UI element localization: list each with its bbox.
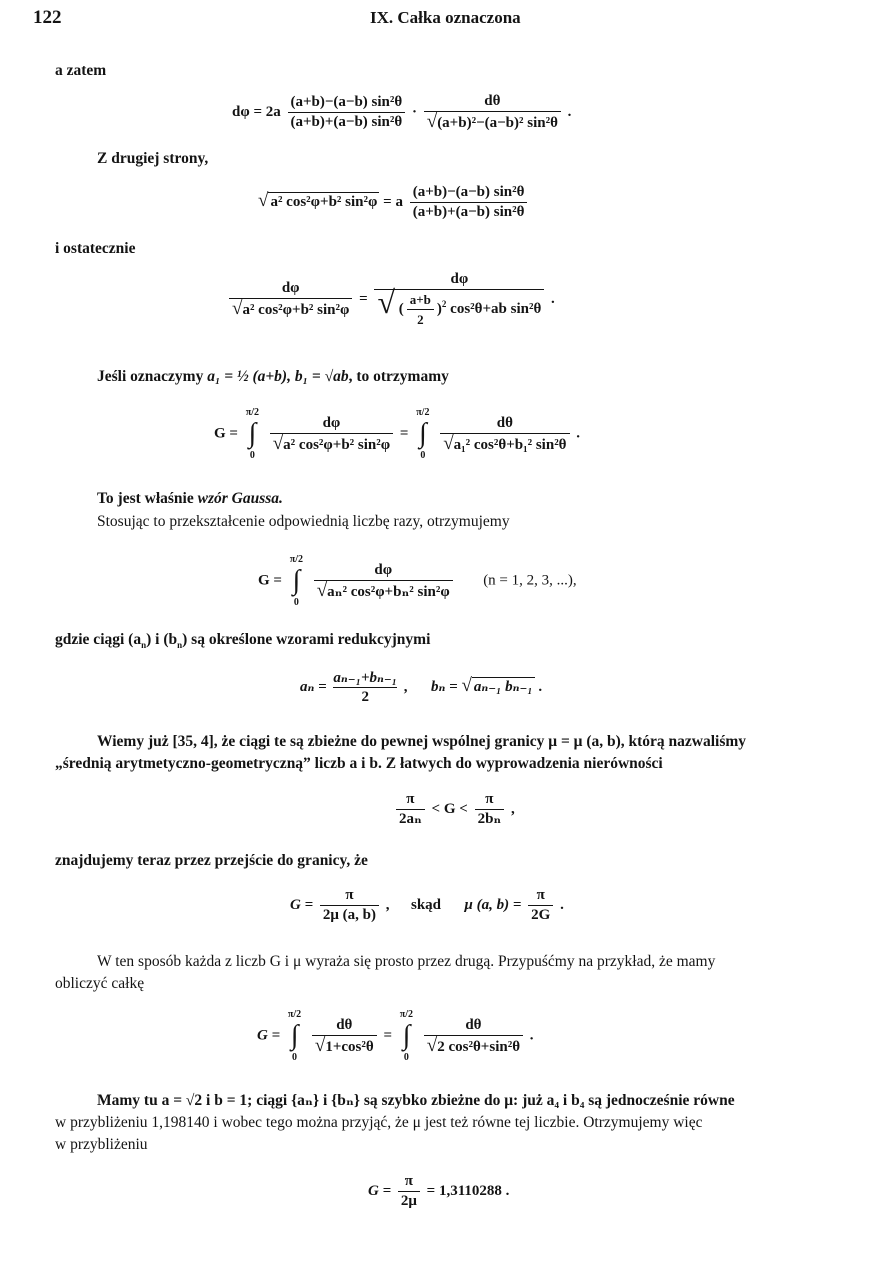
text-mamy-3: w przybliżeniu bbox=[55, 1136, 148, 1153]
text-wten-1: W ten sposób każda z liczb G i μ wyraża się prosto przez drugą. Przypuśćmy na przykład, że mamy bbox=[97, 953, 716, 970]
equation-9: G = $\frac{\pi}{2\mu (a, b)}$ , skąd μ (a, b) = $\frac{\pi}{2G}$ . bbox=[290, 887, 564, 923]
equation-6: G = π/2 ∫ 0 $\frac{d\varphi}{\text{√aₙ² cos²φ+bₙ² sin²φ}}$ (n = 1, 2, 3, ...), bbox=[258, 554, 577, 608]
equation-2: √ a² cos²φ+b² sin²φ = a $\frac{\text{(a+b)−(a−b) sin²θ}}{\text{(a+b)+(a−b) sin²θ}}$ bbox=[258, 183, 530, 222]
equation-11: G = $\frac{\pi}{2\mu}$ = 1,3110288 . bbox=[368, 1173, 510, 1209]
page-number: 122 bbox=[33, 7, 62, 28]
text-jesli: Jeśli oznaczymy a₁ = ½ (a+b), b₁ = √ab, to otrzymamy bbox=[97, 368, 449, 385]
text-wiemy-1: Wiemy już [35, 4], że ciągi te są zbieżne do pewnej wspólnej granicy μ = μ (a, b), którą nazwaliśmy bbox=[97, 733, 747, 750]
text-wiemy-2: „średnią arytmetyczno-geometryczną” liczb a i b. Z łatwych do wyprowadzenia nierówności bbox=[55, 755, 663, 772]
text-gauss: To jest właśnie wzór Gaussa. bbox=[97, 490, 283, 507]
chapter-title: IX. Całka oznaczona bbox=[370, 8, 521, 27]
text-mamy-1: Mamy tu a = √2 i b = 1; ciągi {aₙ} i {bₙ} są szybko zbieżne do μ: już a₄ i b₄ są jednocześnie równe bbox=[97, 1092, 735, 1109]
text-wten-2: obliczyć całkę bbox=[55, 975, 145, 992]
equation-5: G = π/2 ∫ 0 $\frac{d\varphi}{\text{√a² cos²φ+b² sin²φ}}$ = π/2 ∫ 0 $\frac{d\theta}{\text{√a₁² cos²θ+b₁² sin²θ}}$ . bbox=[214, 407, 581, 461]
text-znajdujemy: znajdujemy teraz przez przejście do granicy, że bbox=[55, 852, 368, 869]
text-ostatecznie: i ostatecznie bbox=[55, 240, 136, 257]
text-stosujac: Stosując to przekształcenie odpowiednią liczbę razy, otrzymujemy bbox=[97, 513, 510, 530]
text-a-zatem: a zatem bbox=[55, 62, 107, 79]
text-z-drugiej: Z drugiej strony, bbox=[97, 150, 209, 167]
equation-10: G = π/2 ∫ 0 $\frac{d\theta}{\text{√1+cos²θ}}$ = π/2 ∫ 0 $\frac{d\theta}{\text{√2 cos²θ+sin²θ}}$ . bbox=[257, 1009, 534, 1063]
equation-7: $a_n = \frac{\text{aₙ₋₁+bₙ₋₁}}{2}$ , bₙ = √ aₙ₋₁ bₙ₋₁ . bbox=[300, 670, 543, 705]
equation-3: $\frac{d\varphi}{\text{√a² cos²φ+b² sin²φ}}$ = dφ √ ( $\frac{a+b}{2}$ )$^2$ cos²θ+ab sin²θ . bbox=[226, 270, 555, 329]
text-mamy-2: w przybliżeniu 1,198140 i wobec tego można przyjąć, że μ jest też równe tej liczbie. Otrzymujemy więc bbox=[55, 1114, 703, 1131]
equation-8: $\frac{\pi}{\text{2aₙ}}$ < G < $\frac{\pi}{\text{2bₙ}}$ , bbox=[393, 790, 515, 829]
text-gdzie: gdzie ciągi $(a_n)$ i $(b_n)$ są określone wzorami redukcyjnymi bbox=[55, 631, 431, 651]
equation-1: dφ = 2a $\frac{\text{(a+b)−(a−b) sin²θ}}{\text{(a+b)+(a−b) sin²θ}}$ · $\frac{d\theta}{\text{√(a+b)²−(a−b)² sin²θ}}$ . bbox=[232, 93, 572, 132]
